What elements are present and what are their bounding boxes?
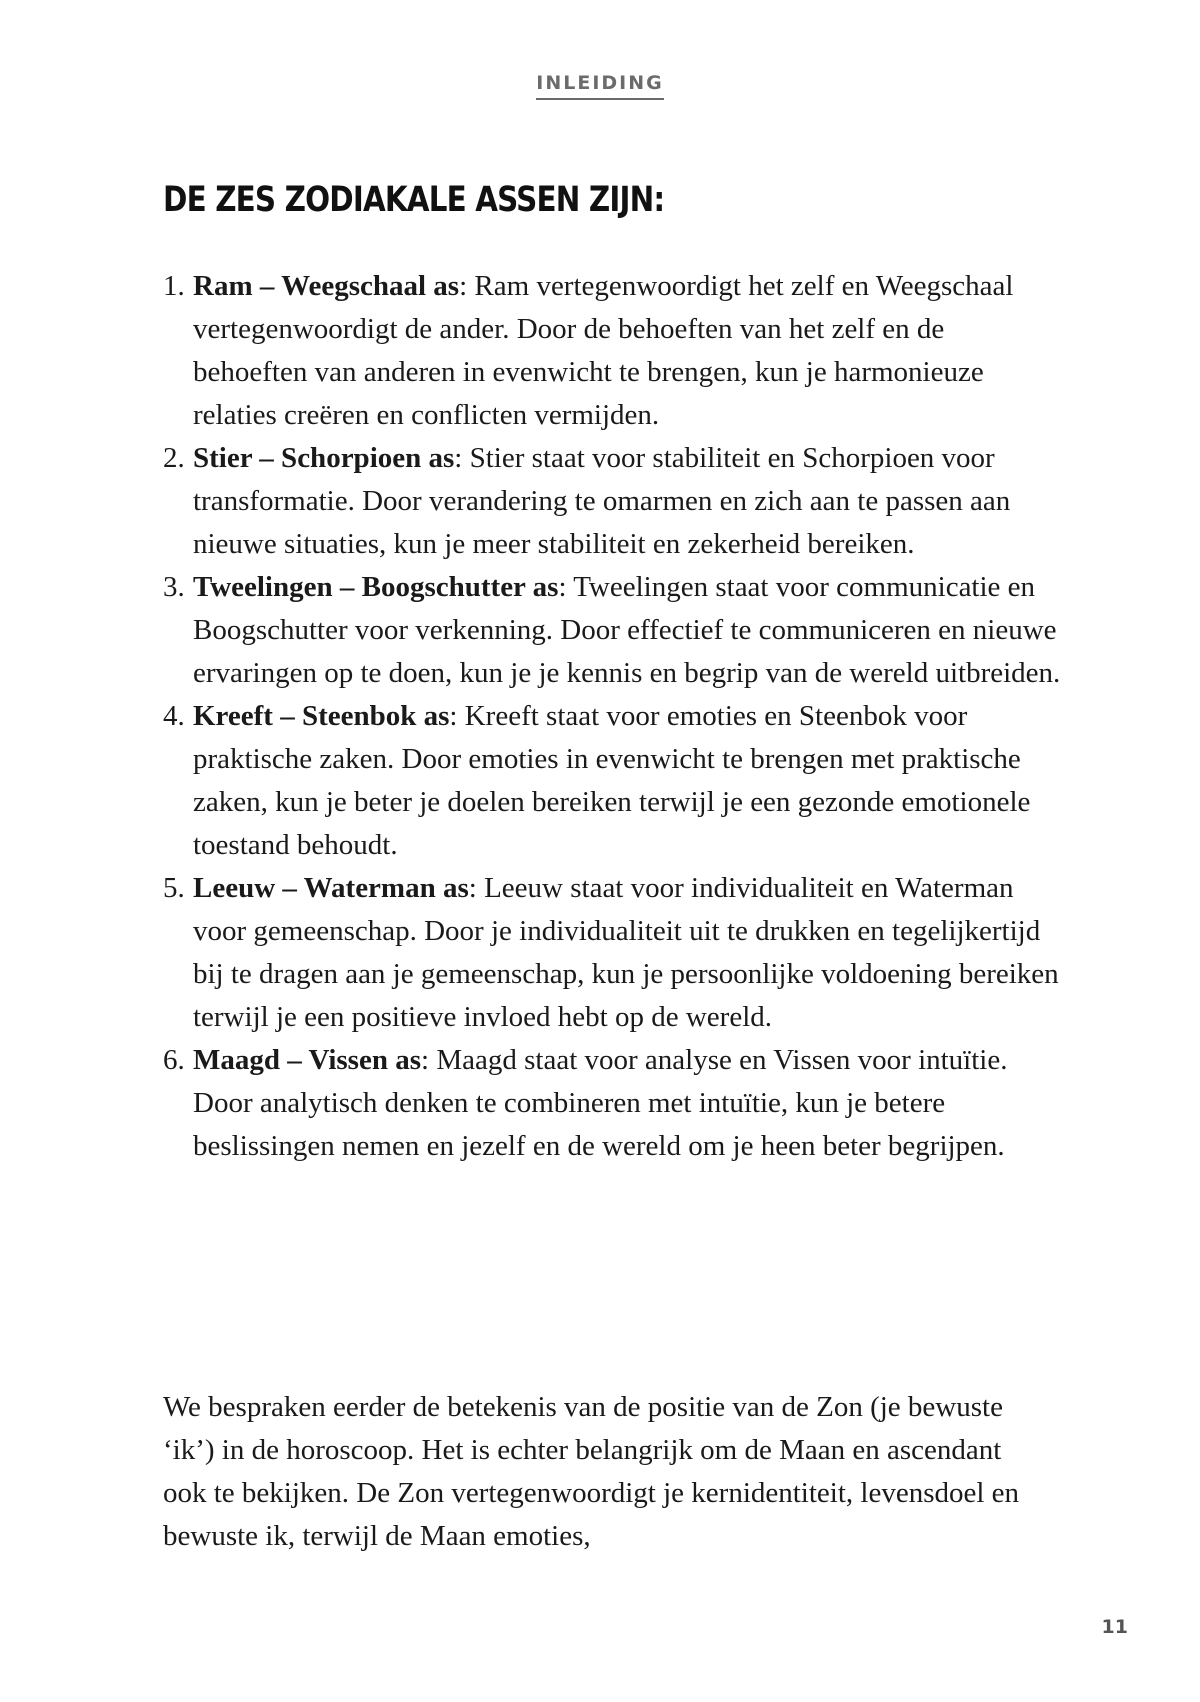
list-item <box>163 265 1063 437</box>
running-head-label: INLEIDING <box>536 72 663 100</box>
list-item <box>163 1039 1063 1168</box>
list-item <box>163 695 1063 867</box>
list-item-title: Stier – Schorpioen as <box>193 442 455 474</box>
running-head <box>0 72 1200 100</box>
page-number: 11 <box>1101 1616 1128 1638</box>
list-item-number: 1. <box>163 270 185 302</box>
list-item-number: 6. <box>163 1044 185 1076</box>
zodiac-axes-list <box>163 265 1063 1168</box>
list-item-number: 3. <box>163 571 185 603</box>
list-item <box>163 437 1063 566</box>
list-item-text: : Stier staat voor stabiliteit en Schorpioen voor transformatie. Door verandering te omarmen en zich aan te passen aan nieuwe situaties, kun je meer stabiliteit en zekerheid bereiken. <box>193 442 1011 560</box>
list-item-text: : Tweelingen staat voor communicatie en Boogschutter voor verkenning. Door effectief te communiceren en nieuwe ervaringen op te doen, kun je je kennis en begrip van de wereld uitbreiden. <box>193 571 1061 689</box>
list-item <box>163 566 1063 695</box>
list-item-text: : Ram vertegenwoordigt het zelf en Weegschaal vertegenwoordigt de ander. Door de behoeften van het zelf en de behoeften van anderen in evenwicht te brengen, kun je harmonieuze relaties creëren en conflicten vermijden. <box>193 270 1014 431</box>
list-item-title: Tweelingen – Boogschutter as <box>193 571 559 603</box>
list-item-number: 2. <box>163 442 185 474</box>
list-item-title: Maagd – Vissen as <box>193 1044 422 1076</box>
list-item-text: : Kreeft staat voor emoties en Steenbok voor praktische zaken. Door emoties in evenwicht te brengen met praktische zaken, kun je beter je doelen bereiken terwijl je een gezonde emotionele toestand behoudt. <box>193 700 1031 861</box>
list-item-text: : Maagd staat voor analyse en Vissen voor intuïtie. Door analytisch denken te combineren met intuïtie, kun je betere beslissingen nemen en jezelf en de wereld om je heen beter begrijpen. <box>193 1044 1008 1162</box>
list-item <box>163 867 1063 1039</box>
list-item-title: Leeuw – Waterman as <box>193 872 469 904</box>
list-item-number: 4. <box>163 700 185 732</box>
list-item-title: Ram – Weegschaal as <box>193 270 460 302</box>
list-item-text: : Leeuw staat voor individualiteit en Waterman voor gemeenschap. Door je individualiteit uit te drukken en tegelijkertijd bij te dragen aan je gemeenschap, kun je persoonlijke voldoening bereiken terwijl je een positieve invloed hebt op de wereld. <box>193 872 1059 1033</box>
body-paragraph: We bespraken eerder de betekenis van de positie van de Zon (je bewuste ‘ik’) in de horoscoop. Het is echter belangrijk om de Maan en ascendant ook te bekijken. De Zon vertegenwoordigt je kernidentiteit, levensdoel en bewuste ik, terwijl de Maan emoties, <box>163 1391 1020 1552</box>
section-heading: DE ZES ZODIAKALE ASSEN ZIJN: <box>163 180 665 220</box>
list-item-number: 5. <box>163 872 185 904</box>
list-item-title: Kreeft – Steenbok as <box>193 700 450 732</box>
